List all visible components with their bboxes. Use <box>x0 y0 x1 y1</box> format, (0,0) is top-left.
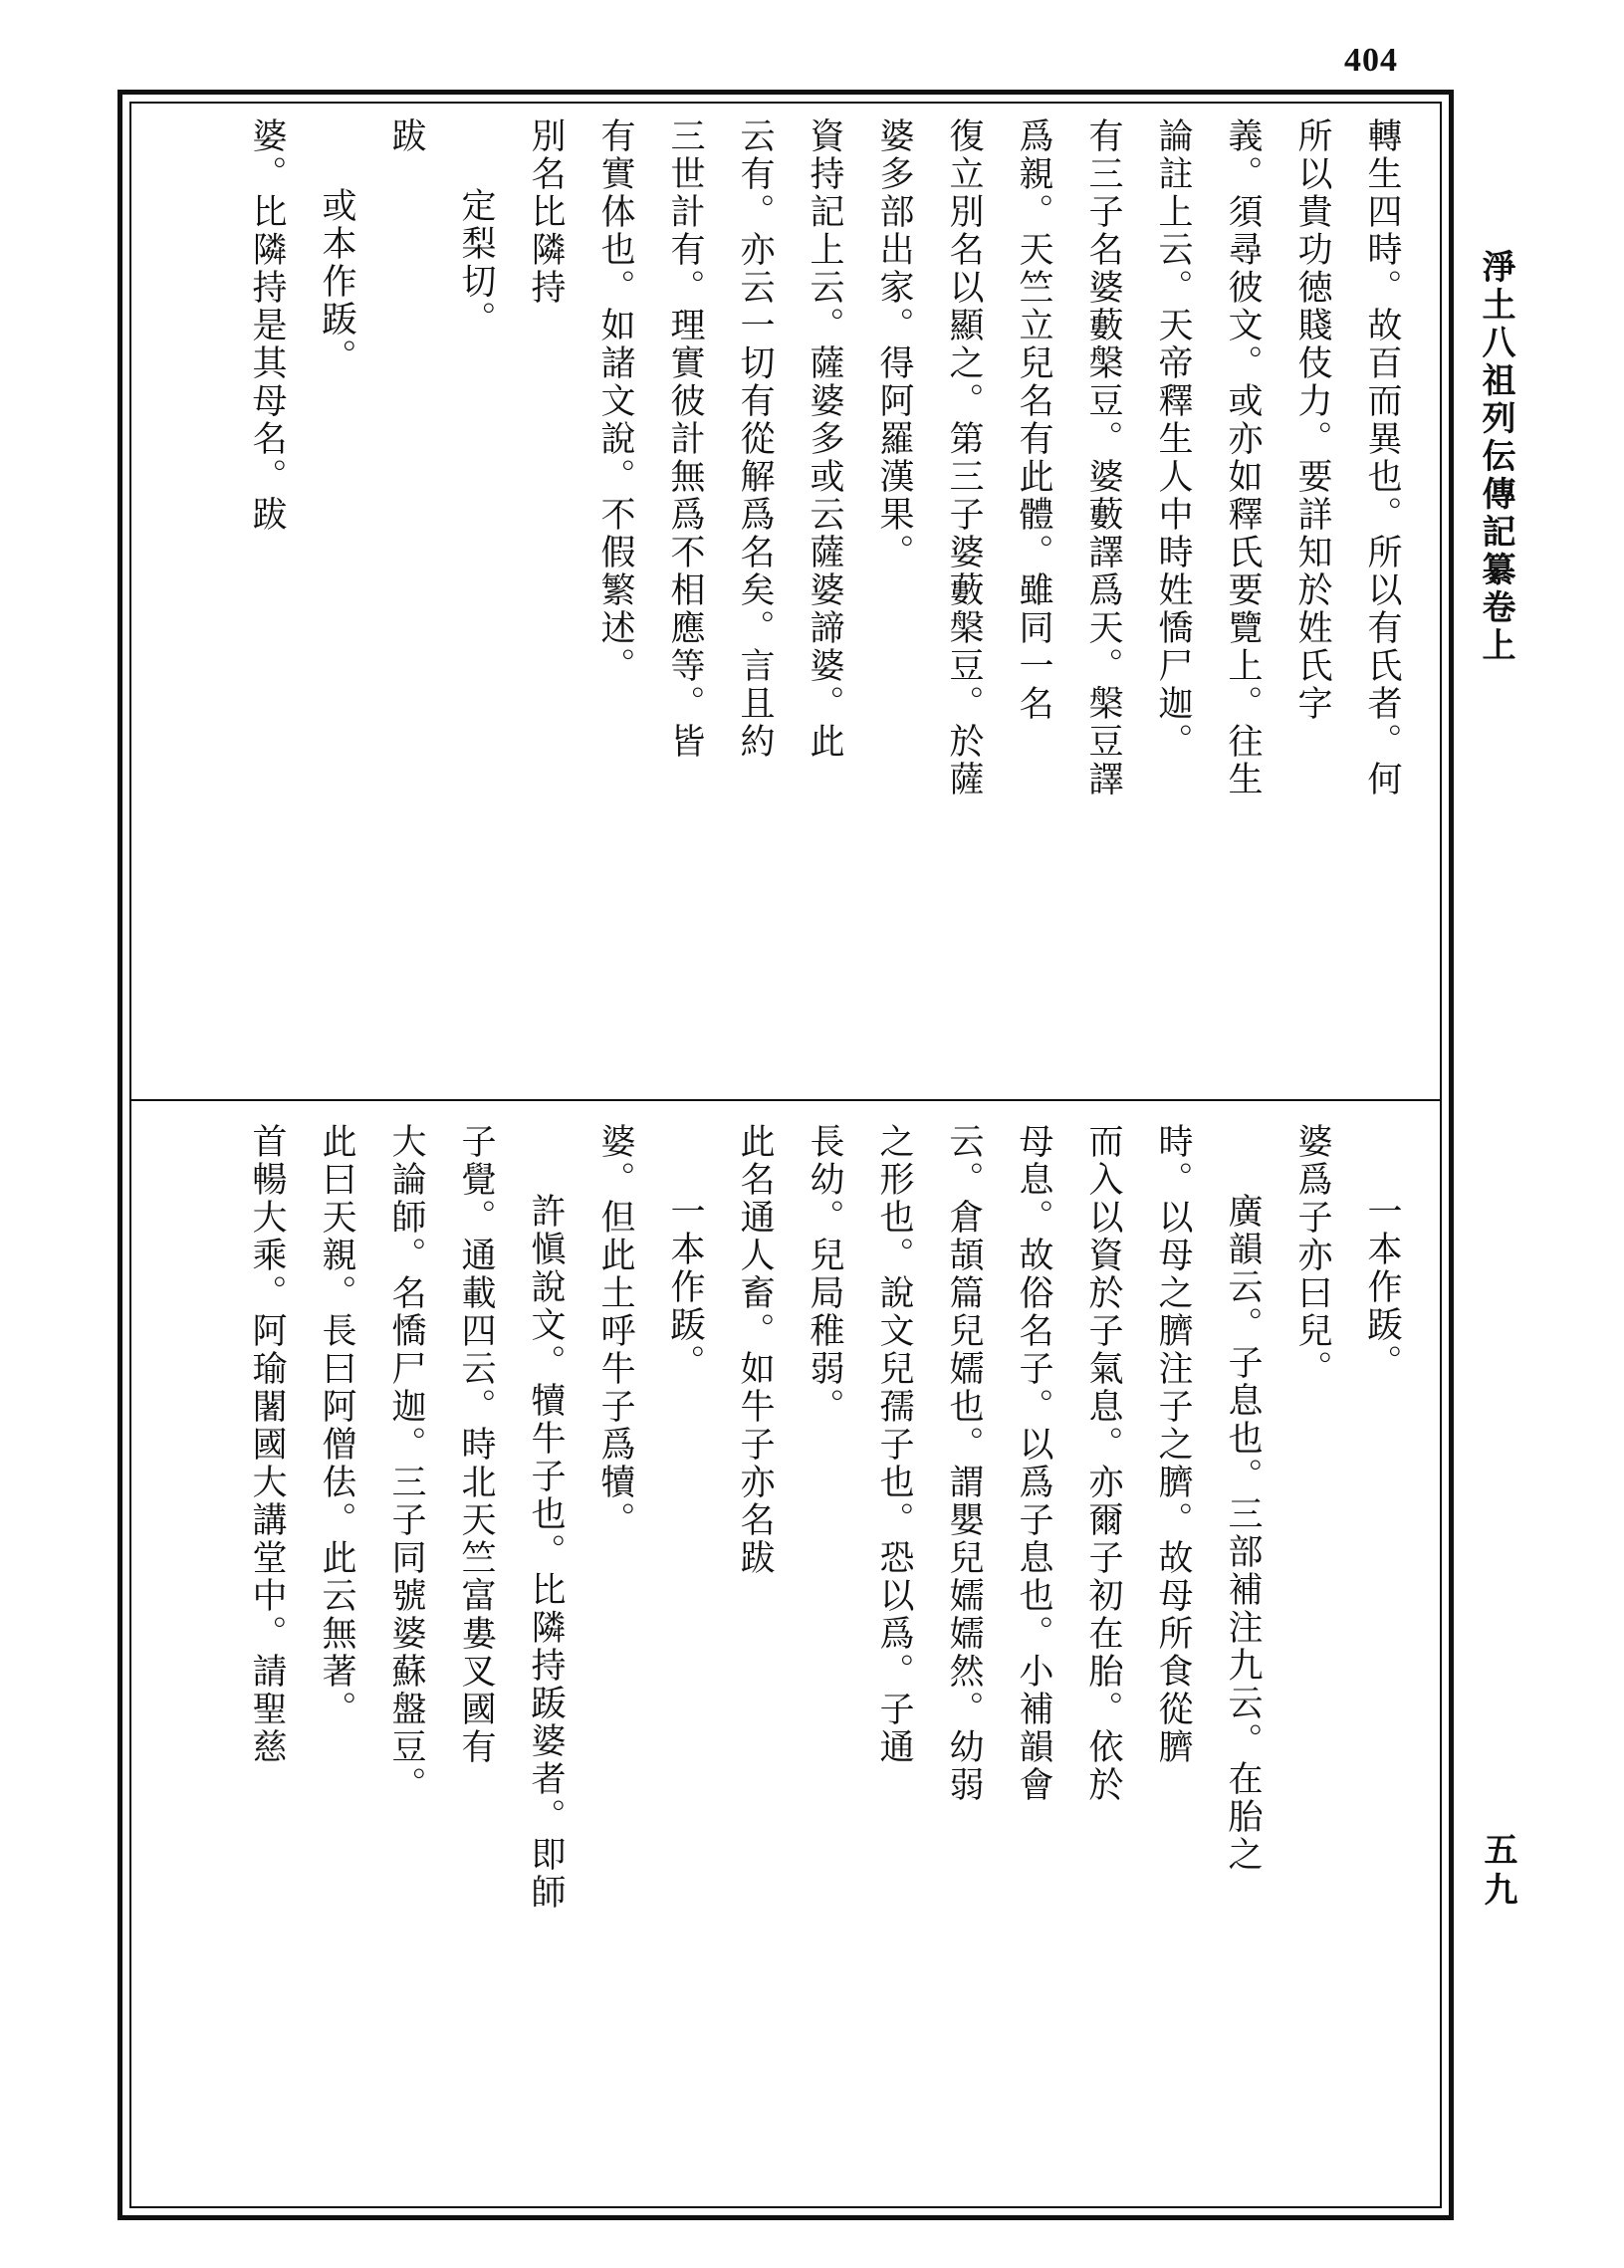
text-column: 時。以母之臍注子之臍。故母所食從臍 <box>1153 1123 1193 1766</box>
text-column: 跋 <box>386 117 426 155</box>
text-column: 婆爲子亦曰兒。 <box>1292 1123 1332 1388</box>
lower-register <box>147 1123 1417 2193</box>
text-column: 所以貴功徳賤伎力。要詳知於姓氏字 <box>1292 117 1332 723</box>
page-number: 404 <box>1344 42 1398 79</box>
folio-number: 五九 <box>1478 1832 1517 1912</box>
text-column: 一本作䟦。 <box>1362 1193 1402 1382</box>
text-column: 轉生四時。故百而異也。所以有氏者。何 <box>1362 117 1402 798</box>
text-column: 爲親。天竺立兒名有此體。雖同一名 <box>1014 117 1053 723</box>
text-column: 資持記上云。薩婆多或云薩婆諦婆。此 <box>805 117 844 761</box>
text-column: 長幼。兒局稚弱。 <box>805 1123 844 1426</box>
text-column: 婆多部出家。得阿羅漢果。 <box>874 117 914 571</box>
upper-register <box>147 117 1417 1075</box>
text-column: 云。倉頡篇兒嬬也。謂嬰兒嬬嬬然。幼弱 <box>944 1123 984 1804</box>
register-divider <box>129 1099 1442 1101</box>
text-column: 婆。但此土呼牛子爲犢。 <box>595 1123 635 1539</box>
text-column: 之形也。說文兒孺子也。恐以爲。子通 <box>874 1123 914 1766</box>
text-column: 云有。亦云一切有從解爲名矣。言且約 <box>735 117 775 761</box>
text-column: 廣韻云。子息也。三部補注九云。在胎之 <box>1223 1193 1263 1874</box>
text-column: 有實体也。如諸文說。不假繁述。 <box>595 117 635 685</box>
text-column: 婆。比隣持是其母名。跋 <box>247 117 287 534</box>
text-column: 復立別名以顯之。第三子婆藪槃豆。於薩 <box>944 117 984 798</box>
text-column: 許愼說文。犢牛子也。比隣持䟦婆者。即師 <box>526 1193 566 1912</box>
text-column: 三世計有。理實彼計無爲不相應等。皆 <box>665 117 705 761</box>
text-column: 有三子名婆藪槃豆。婆藪譯爲天。槃豆譯 <box>1083 117 1123 798</box>
text-column: 而入以資於子氣息。亦爾子初在胎。依於 <box>1083 1123 1123 1804</box>
text-column: 此曰天親。長曰阿僧佉。此云無著。 <box>317 1123 356 1728</box>
text-column: 此名通人畜。如牛子亦名跋 <box>735 1123 775 1577</box>
text-column: 義。須尋彼文。或亦如釋氏要覽上。往生 <box>1223 117 1263 798</box>
text-column: 大論師。名憍尸迦。三子同號婆蘇盤豆。 <box>386 1123 426 1804</box>
text-column: 定梨切。 <box>456 187 496 339</box>
text-column: 子覺。通載四云。時北天竺富婁叉國有 <box>456 1123 496 1766</box>
text-column: 一本作䟦。 <box>665 1193 705 1382</box>
running-title: 淨土八祖列伝傳記纂卷上 <box>1476 249 1515 665</box>
text-column: 首暢大乘。阿瑜闍國大講堂中。請聖慈 <box>247 1123 287 1766</box>
text-column: 論註上云。天帝釋生人中時姓憍尸迦。 <box>1153 117 1193 761</box>
text-column: 別名比隣持 <box>526 117 566 307</box>
text-column: 或本作䟦。 <box>317 187 356 376</box>
text-column: 母息。故俗名子。以爲子息也。小補韻會 <box>1014 1123 1053 1804</box>
